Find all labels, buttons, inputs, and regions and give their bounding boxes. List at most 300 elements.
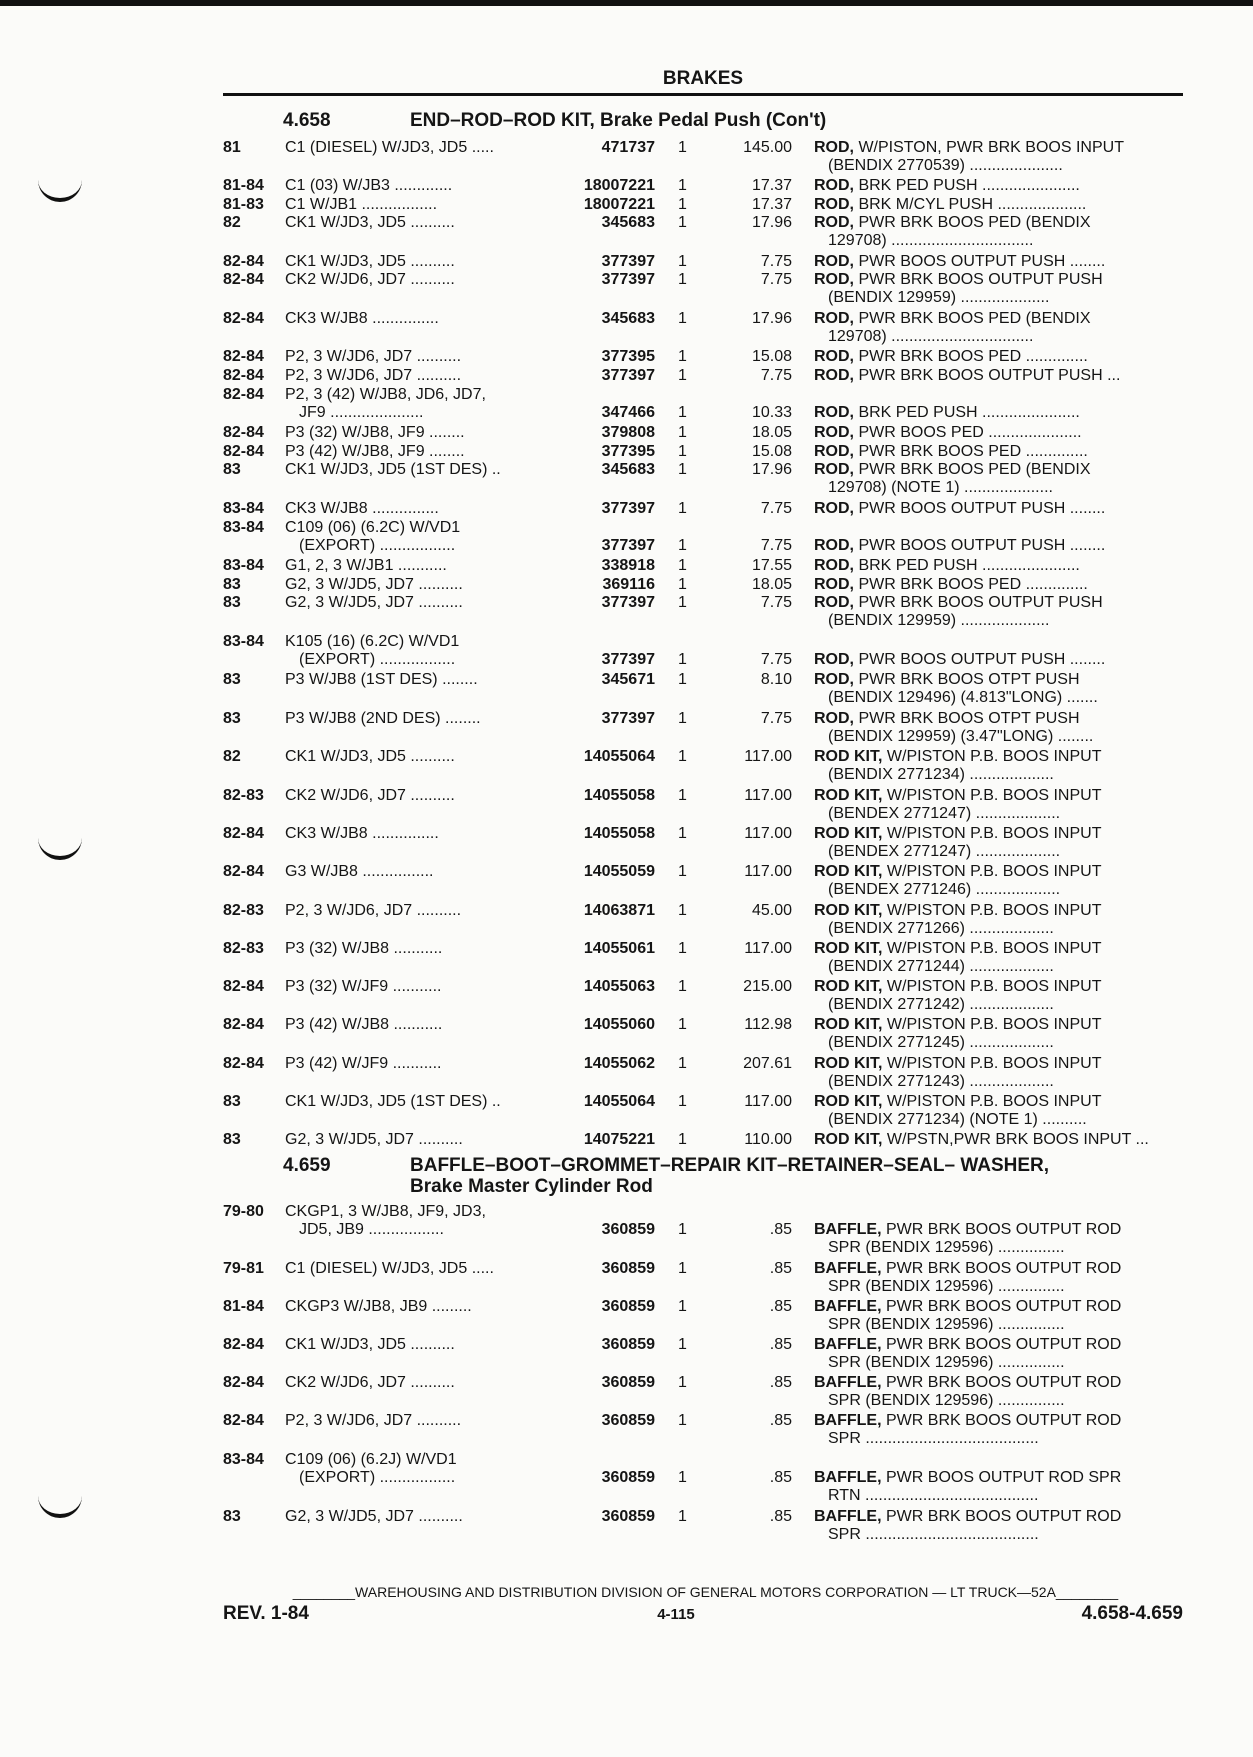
application-line: G3 W/JB8 ................ (285, 863, 434, 880)
description-line (814, 825, 1178, 843)
part-name: BAFFLE, (814, 1374, 882, 1391)
description-line (814, 1508, 1178, 1526)
part-number: 345671 (601, 671, 655, 688)
description-line (814, 424, 1178, 442)
description-line: (BENDIX 2771243) ................... (828, 1073, 1054, 1090)
quantity: 1 (678, 537, 687, 554)
description-text: W/PISTON P.B. BOOS INPUT (886, 978, 1102, 995)
part-number: 14055064 (583, 748, 655, 765)
footer-section-range: 4.658-4.659 (1081, 1603, 1183, 1624)
application-line: P2, 3 W/JD6, JD7 .......... (285, 367, 462, 384)
description (814, 500, 1178, 518)
description-line (814, 787, 1178, 805)
price: 117.00 (744, 825, 792, 842)
description (814, 1374, 1178, 1410)
application-line: P3 W/JB8 (2ND DES) ........ (285, 710, 481, 727)
application (285, 748, 555, 766)
application-line: G2, 3 W/JD5, JD7 .......... (285, 576, 463, 593)
part-number: 345683 (601, 214, 655, 231)
description-text: W/PISTON P.B. BOOS INPUT (886, 1093, 1102, 1110)
part-name: BAFFLE, (814, 1336, 882, 1353)
part-name: ROD, (814, 196, 854, 213)
part-name: ROD KIT, (814, 1055, 883, 1072)
description-line (814, 253, 1178, 271)
description (814, 978, 1178, 1014)
description-line (814, 1221, 1178, 1239)
part-number: 347466 (601, 404, 655, 421)
description-line (814, 367, 1178, 385)
description (814, 1016, 1178, 1052)
price: 7.75 (760, 500, 792, 517)
part-number: 377397 (601, 271, 655, 288)
application (285, 139, 555, 157)
model-year: 83 (223, 461, 241, 478)
part-number: 14063871 (583, 902, 655, 919)
part-number: 369116 (602, 576, 655, 593)
description-text: BRK PED PUSH ...................... (858, 177, 1080, 194)
part-number: 377397 (601, 537, 655, 554)
quantity: 1 (678, 594, 687, 611)
description-line (814, 271, 1178, 289)
part-name: ROD, (814, 310, 854, 327)
description-line: SPR (BENDIX 129596) ............... (828, 1354, 1065, 1371)
application-line: CKGP3 W/JB8, JB9 ......... (285, 1298, 472, 1315)
model-year: 82-84 (223, 1336, 264, 1353)
description-line (814, 576, 1178, 594)
part-number: 14055062 (583, 1055, 655, 1072)
model-year: 82-84 (223, 825, 264, 842)
model-year: 82-84 (223, 863, 264, 880)
description-line: (BENDIX 129496) (4.813"LONG) ....... (828, 689, 1098, 706)
part-name: ROD, (814, 214, 854, 231)
part-name: ROD KIT, (814, 1093, 883, 1110)
application-line: C109 (06) (6.2C) W/VD1 (285, 519, 461, 536)
part-name: ROD KIT, (814, 863, 883, 880)
description (814, 461, 1178, 497)
description-line: (BENDIX 2771266) ................... (828, 920, 1054, 937)
application-line: C1 (DIESEL) W/JD3, JD5 ..... (285, 139, 494, 156)
part-number: 377397 (601, 253, 655, 270)
application (285, 500, 555, 518)
model-year: 83-84 (223, 500, 264, 517)
description (814, 863, 1178, 899)
part-name: ROD, (814, 271, 854, 288)
part-name: ROD, (814, 594, 854, 611)
description-line: SPR ....................................... (828, 1526, 1039, 1543)
part-name: ROD, (814, 367, 854, 384)
description-line: SPR (BENDIX 129596) ............... (828, 1239, 1065, 1256)
description-text: PWR BOOS OUTPUT PUSH ........ (858, 500, 1106, 517)
application (285, 253, 555, 271)
description-line (814, 978, 1178, 996)
description-line (814, 1260, 1178, 1278)
price: 7.75 (760, 537, 792, 554)
description-line (814, 651, 1178, 669)
description (814, 310, 1178, 346)
description-line (814, 940, 1178, 958)
application (285, 787, 555, 805)
application-line: CK2 W/JD6, JD7 .......... (285, 271, 455, 288)
model-year: 81-84 (223, 177, 264, 194)
price: 207.61 (743, 1055, 792, 1072)
description (814, 940, 1178, 976)
application-line: C1 W/JB1 ................. (285, 196, 438, 213)
quantity: 1 (678, 1016, 687, 1033)
description-line: (BENDEX 2771247) ................... (828, 805, 1061, 822)
description-line: (BENDEX 2771246) ................... (828, 881, 1061, 898)
part-number: 360859 (601, 1469, 655, 1486)
model-year: 83 (223, 1131, 241, 1148)
model-year: 83 (223, 671, 241, 688)
price: .85 (769, 1508, 792, 1525)
part-name: ROD, (814, 537, 854, 554)
quantity: 1 (678, 748, 687, 765)
description (814, 1412, 1178, 1448)
description-text: PWR BRK BOOS OUTPUT PUSH (858, 594, 1103, 611)
application (285, 633, 555, 669)
model-year: 82-84 (223, 386, 264, 403)
model-year: 82-84 (223, 1016, 264, 1033)
part-number: 379808 (601, 424, 655, 441)
application-line: G2, 3 W/JD5, JD7 .......... (285, 1508, 463, 1525)
application (285, 1374, 555, 1392)
part-number: 18007221 (583, 177, 655, 194)
description-text: BRK PED PUSH ...................... (858, 557, 1080, 574)
part-number: 14055061 (583, 940, 655, 957)
application-line: (EXPORT) ................. (299, 537, 456, 554)
part-name: ROD KIT, (814, 1131, 883, 1148)
description (814, 1260, 1178, 1296)
quantity: 1 (678, 1412, 687, 1429)
part-number: 377397 (601, 594, 655, 611)
description-line (814, 1336, 1178, 1354)
description-text: PWR BRK BOOS OUTPUT ROD (886, 1336, 1122, 1353)
application (285, 443, 555, 461)
part-number: 14055059 (583, 863, 655, 880)
description-line (814, 710, 1178, 728)
model-year: 83 (223, 710, 241, 727)
price: 117.00 (744, 940, 792, 957)
part-name: ROD, (814, 461, 854, 478)
description-line (814, 1298, 1178, 1316)
description (814, 424, 1178, 442)
description (814, 253, 1178, 271)
part-name: BAFFLE, (814, 1508, 882, 1525)
description (814, 196, 1178, 214)
binder-hole-mark (38, 180, 82, 202)
description-text: W/PISTON P.B. BOOS INPUT (886, 1016, 1102, 1033)
part-name: ROD KIT, (814, 1016, 883, 1033)
part-number: 377395 (601, 443, 655, 460)
quantity: 1 (678, 1221, 687, 1238)
section-number: 4.659 (283, 1155, 331, 1176)
price: 112.98 (744, 1016, 792, 1033)
application-line: (EXPORT) ................. (299, 651, 456, 668)
application (285, 367, 555, 385)
description-text: PWR BOOS OUTPUT ROD SPR (886, 1469, 1122, 1486)
section-title-line: END–ROD–ROD KIT, Brake Pedal Push (Con't) (410, 110, 827, 131)
application-line: CK1 W/JD3, JD5 .......... (285, 1336, 455, 1353)
description-text: PWR BRK BOOS OUTPUT ROD (886, 1221, 1122, 1238)
description-line (814, 1451, 1178, 1469)
model-year: 82-84 (223, 1055, 264, 1072)
description-line (814, 139, 1178, 157)
part-name: ROD, (814, 671, 854, 688)
description (814, 1298, 1178, 1334)
part-number: 345683 (601, 310, 655, 327)
part-number: 377397 (601, 500, 655, 517)
application (285, 1336, 555, 1354)
description-line: (BENDIX 2771242) ................... (828, 996, 1054, 1013)
description (814, 1055, 1178, 1091)
description (814, 594, 1178, 630)
application-line: P2, 3 (42) W/JB8, JD6, JD7, (285, 386, 486, 403)
model-year: 82-84 (223, 271, 264, 288)
application-line: CK3 W/JB8 ............... (285, 310, 439, 327)
description (814, 177, 1178, 195)
application (285, 519, 555, 555)
model-year: 81 (223, 139, 241, 156)
description-text: PWR BOOS OUTPUT PUSH ........ (858, 253, 1106, 270)
part-number: 377397 (601, 651, 655, 668)
application (285, 1093, 555, 1111)
description-text: W/PISTON P.B. BOOS INPUT (886, 787, 1102, 804)
application (285, 214, 555, 232)
description-line (814, 1055, 1178, 1073)
application-line: P2, 3 W/JD6, JD7 .......... (285, 1412, 462, 1429)
description-text: PWR BRK BOOS PED (BENDIX (858, 214, 1091, 231)
description-line: SPR (BENDIX 129596) ............... (828, 1316, 1065, 1333)
description-line: (BENDIX 129959) (3.47"LONG) ........ (828, 728, 1094, 745)
price: .85 (769, 1469, 792, 1486)
part-name: ROD, (814, 557, 854, 574)
price: 7.75 (760, 253, 792, 270)
description-line (814, 443, 1178, 461)
model-year: 81-83 (223, 196, 264, 213)
description (814, 787, 1178, 823)
application-line: CK3 W/JB8 ............... (285, 825, 439, 842)
part-number: 14075221 (583, 1131, 655, 1148)
description-line (814, 594, 1178, 612)
description-line (814, 863, 1178, 881)
application (285, 902, 555, 920)
application (285, 978, 555, 996)
part-number: 14055058 (583, 787, 655, 804)
part-name: BAFFLE, (814, 1469, 882, 1486)
description-line (814, 633, 1178, 651)
description-line (814, 1131, 1178, 1149)
description (814, 1131, 1178, 1149)
description-line (814, 748, 1178, 766)
application-line: (EXPORT) ................. (299, 1469, 456, 1486)
application (285, 1298, 555, 1316)
description (814, 825, 1178, 861)
application-line: G2, 3 W/JD5, JD7 .......... (285, 1131, 463, 1148)
price: 15.08 (751, 348, 792, 365)
quantity: 1 (678, 1093, 687, 1110)
description-line (814, 1203, 1178, 1221)
application (285, 557, 555, 575)
description (814, 348, 1178, 366)
model-year: 82 (223, 214, 241, 231)
description-line (814, 348, 1178, 366)
description-text: W/PISTON P.B. BOOS INPUT (886, 1055, 1102, 1072)
price: 18.05 (751, 424, 792, 441)
price: 17.96 (751, 214, 792, 231)
description-line (814, 500, 1178, 518)
binder-hole-mark (38, 1496, 82, 1518)
quantity: 1 (678, 139, 687, 156)
quantity: 1 (678, 253, 687, 270)
part-name: ROD, (814, 500, 854, 517)
description-text: PWR BRK BOOS OUTPUT ROD (886, 1298, 1122, 1315)
price: .85 (769, 1221, 792, 1238)
quantity: 1 (678, 651, 687, 668)
model-year: 83-84 (223, 1451, 264, 1468)
quantity: 1 (678, 902, 687, 919)
description (814, 671, 1178, 707)
model-year: 83-84 (223, 557, 264, 574)
part-number: 360859 (601, 1336, 655, 1353)
description (814, 1451, 1178, 1505)
binder-hole-mark (38, 838, 82, 860)
description-line (814, 1412, 1178, 1430)
application-line: CK1 W/JD3, JD5 .......... (285, 748, 455, 765)
description-line: (BENDIX 129959) .................... (828, 612, 1050, 629)
description (814, 271, 1178, 307)
application (285, 1412, 555, 1430)
application-line: JF9 ..................... (299, 404, 424, 421)
quantity: 1 (678, 825, 687, 842)
description-line: (BENDIX 2771245) ................... (828, 1034, 1054, 1051)
description (814, 633, 1178, 669)
price: .85 (769, 1412, 792, 1429)
quantity: 1 (678, 1298, 687, 1315)
section-title (410, 1155, 1049, 1197)
description-text: W/PSTN,PWR BRK BOOS INPUT ... (886, 1131, 1149, 1148)
part-number: 345683 (601, 461, 655, 478)
part-name: BAFFLE, (814, 1298, 882, 1315)
part-name: ROD, (814, 177, 854, 194)
description-text: BRK M/CYL PUSH .................... (858, 196, 1087, 213)
application (285, 348, 555, 366)
application (285, 710, 555, 728)
application (285, 1260, 555, 1278)
description-line: (BENDIX 129959) .................... (828, 289, 1050, 306)
description-text: PWR BRK BOOS OUTPUT ROD (886, 1260, 1122, 1277)
description-line (814, 310, 1178, 328)
model-year: 82 (223, 748, 241, 765)
model-year: 83 (223, 1508, 241, 1525)
quantity: 1 (678, 367, 687, 384)
price: 8.10 (760, 671, 792, 688)
price: .85 (769, 1336, 792, 1353)
part-number: 14055058 (583, 825, 655, 842)
price: 15.08 (751, 443, 792, 460)
application-line: P2, 3 W/JD6, JD7 .......... (285, 902, 462, 919)
section-title-line: BAFFLE–BOOT–GROMMET–REPAIR KIT–RETAINER–SEAL– WASHER, (410, 1155, 1050, 1176)
description-line (814, 902, 1178, 920)
header-rule (223, 93, 1183, 96)
description-line (814, 404, 1178, 422)
part-number: 18007221 (583, 196, 655, 213)
description (814, 214, 1178, 250)
model-year: 83-84 (223, 519, 264, 536)
part-number: 360859 (601, 1221, 655, 1238)
quantity: 1 (678, 1260, 687, 1277)
footer-page-number: 4-115 (657, 1606, 695, 1623)
part-number: 14055060 (583, 1016, 655, 1033)
application (285, 1131, 555, 1149)
description-line (814, 537, 1178, 555)
application-line: CK1 W/JD3, JD5 (1ST DES) .. (285, 1093, 501, 1110)
part-name: ROD KIT, (814, 825, 883, 842)
description-line: RTN ....................................... (828, 1487, 1039, 1504)
part-name: ROD KIT, (814, 978, 883, 995)
price: 145.00 (743, 139, 792, 156)
application (285, 825, 555, 843)
model-year: 83-84 (223, 633, 264, 650)
application (285, 1508, 555, 1526)
price: 7.75 (760, 367, 792, 384)
description (814, 557, 1178, 575)
description-text: BRK PED PUSH ...................... (858, 404, 1080, 421)
description (814, 1203, 1178, 1257)
part-name: ROD, (814, 139, 854, 156)
part-name: ROD, (814, 253, 854, 270)
application-line: CK3 W/JB8 ............... (285, 500, 439, 517)
application-line: C1 (DIESEL) W/JD3, JD5 ..... (285, 1260, 494, 1277)
description (814, 139, 1178, 175)
price: 117.00 (744, 748, 792, 765)
application (285, 940, 555, 958)
part-name: ROD, (814, 424, 854, 441)
application (285, 386, 555, 422)
part-name: BAFFLE, (814, 1221, 882, 1238)
application-line: P3 (32) W/JF9 ........... (285, 978, 442, 995)
application-line: G1, 2, 3 W/JB1 ........... (285, 557, 447, 574)
description (814, 576, 1178, 594)
quantity: 1 (678, 787, 687, 804)
price: 17.96 (751, 461, 792, 478)
price: 110.00 (744, 1131, 792, 1148)
quantity: 1 (678, 214, 687, 231)
price: 7.75 (760, 271, 792, 288)
description-text: PWR BRK BOOS PED (BENDIX (858, 461, 1091, 478)
description (814, 902, 1178, 938)
quantity: 1 (678, 1131, 687, 1148)
application (285, 461, 555, 479)
description-line (814, 1374, 1178, 1392)
description-line (814, 461, 1178, 479)
model-year: 82-84 (223, 978, 264, 995)
part-name: ROD, (814, 348, 854, 365)
model-year: 82-84 (223, 348, 264, 365)
model-year: 82-84 (223, 367, 264, 384)
price: 117.00 (744, 787, 792, 804)
part-name: ROD, (814, 576, 854, 593)
description-line (814, 386, 1178, 404)
application (285, 271, 555, 289)
price: 45.00 (751, 902, 792, 919)
application (285, 1016, 555, 1034)
description (814, 1336, 1178, 1372)
quantity: 1 (678, 461, 687, 478)
description-line: SPR (BENDIX 129596) ............... (828, 1278, 1065, 1295)
application-line: C109 (06) (6.2J) W/VD1 (285, 1451, 457, 1468)
price: 7.75 (760, 594, 792, 611)
application-line: CK1 W/JD3, JD5 .......... (285, 253, 455, 270)
